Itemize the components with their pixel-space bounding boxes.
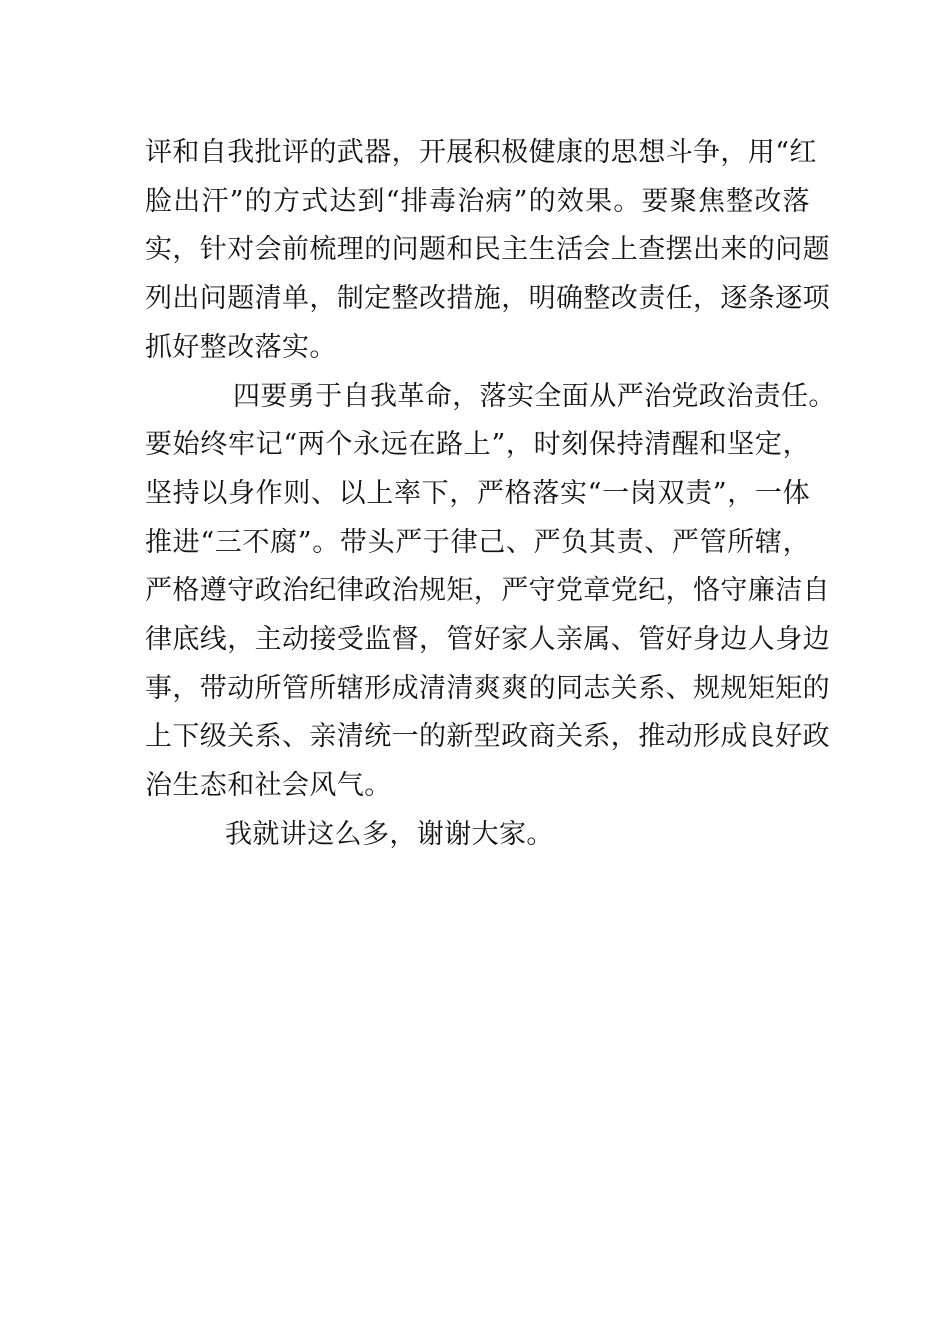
text-line: 列出问题清单，制定整改措施，明确整改责任，逐条逐项: [145, 283, 830, 315]
text-line: 坚持以身作则、以上率下，严格落实“一岗双责”，一体: [145, 477, 810, 509]
paragraph-closing: [145, 811, 810, 860]
text-line: 推进“三不腐”。带头严于律己、严负其责、严管所辖，: [145, 526, 810, 558]
text-line: 抓好整改落实。: [145, 331, 337, 363]
paragraph-self-revolution: [145, 373, 836, 811]
text-line: 事，带动所管所辖形成清清爽爽的同志关系、规规矩矩的: [145, 672, 830, 704]
paragraph-rectification: [145, 129, 830, 373]
document-body: [145, 129, 836, 860]
text-line: 实，针对会前梳理的问题和民主生活会上查摆出来的问题: [145, 234, 830, 266]
closing-line: 我就讲这么多，谢谢大家。: [225, 818, 554, 850]
text-line: 要始终牢记“两个永远在路上”，时刻保持清醒和坚定，: [145, 429, 810, 461]
text-line: 上下级关系、亲清统一的新型政商关系，推动形成良好政: [145, 721, 830, 753]
text-line: 评和自我批评的武器，开展积极健康的思想斗争，用“红: [145, 137, 817, 168]
paragraph-heading-line: 四要勇于自我革命，落实全面从严治党政治责任。: [233, 380, 836, 412]
text-line: 严格遵守政治纪律政治规矩，严守党章党纪，恪守廉洁自: [145, 575, 830, 607]
text-line: 治生态和社会风气。: [145, 770, 392, 802]
text-line: 律底线，主动接受监督，管好家人亲属、管好身边人身边: [145, 624, 830, 656]
text-line: 脸出汗”的方式达到“排毒治病”的效果。要聚焦整改落: [145, 185, 810, 217]
